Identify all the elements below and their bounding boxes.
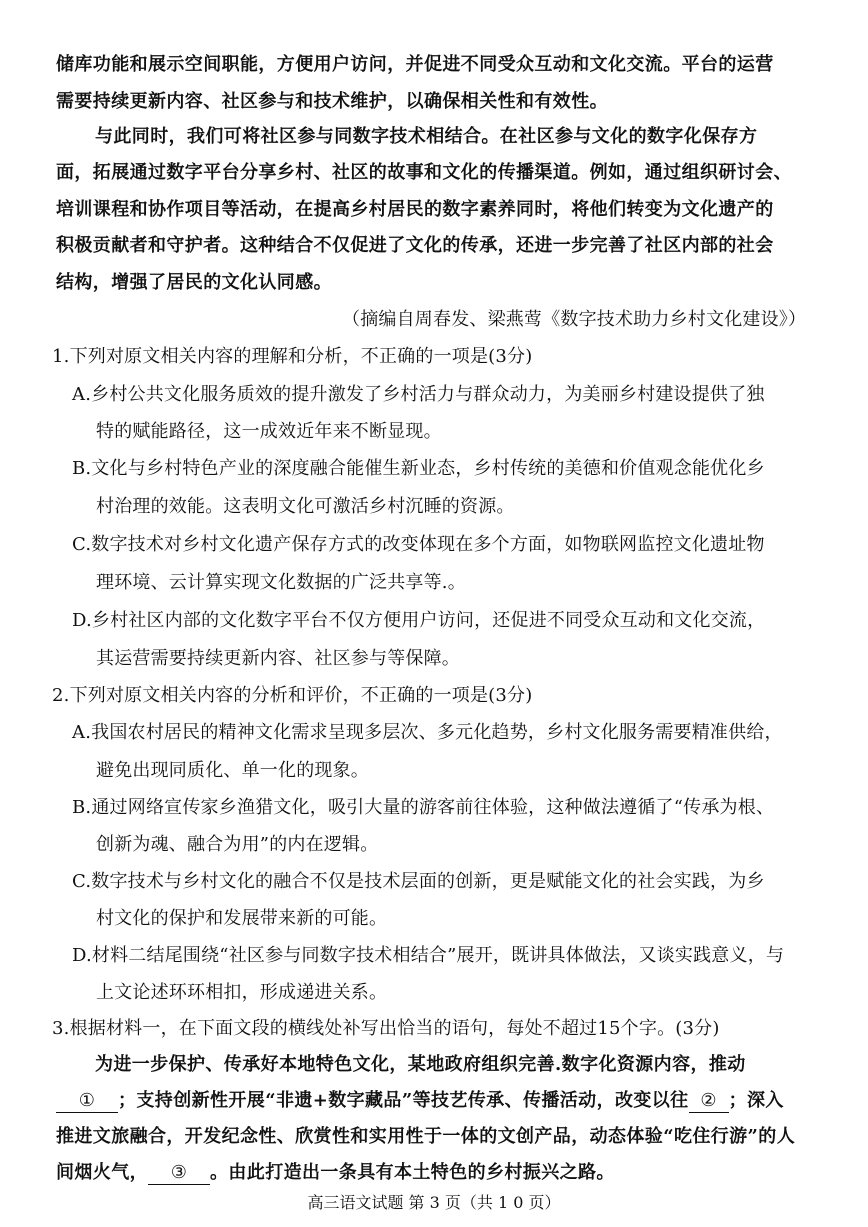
q2-option-b: B.通过网络宣传家乡渔猎文化，吸引大量的游客前往体验，这种做法遵循了“传承为根、 [72,797,775,818]
q3-passage-line: 间烟火气， ③ 。由此打造出一条具有本土特色的乡村振兴之路。 [56,1162,615,1183]
question-1-stem: 1.下列对原文相关内容的理解和分析，不正确的一项是(3分) [52,346,533,367]
answer-blank-3[interactable]: ③ [148,1162,210,1185]
q1-option-b-cont: 村治理的效能。这表明文化可激活乡村沉睡的资源。 [96,496,515,517]
passage-line: 结构，增强了居民的文化认同感。 [56,272,332,293]
passage-line: 储库功能和展示空间职能，方便用户访问，并促进不同受众互动和文化交流。平台的运营 [56,54,774,75]
page-footer: 高三语文试题 第 3 页（共 1 0 页） [307,1193,561,1212]
q2-option-c-cont: 村文化的保护和发展带来新的可能。 [96,908,388,929]
q2-option-d: D.材料二结尾围绕“社区参与同数字技术相结合”展开，既讲具体做法，又谈实践意义，与 [72,945,785,966]
q2-option-c: C.数字技术与乡村文化的融合不仅是技术层面的创新，更是赋能文化的社会实践，为乡 [72,871,765,892]
passage-line: 培训课程和协作项目等活动，在提高乡村居民的数字素养同时，将他们转变为文化遗产的 [56,199,774,220]
passage-line: 积极贡献者和守护者。这种结合不仅促进了文化的传承，还进一步完善了社区内部的社会 [56,235,774,256]
passage-line: 与此同时，我们可将社区参与同数字技术相结合。在社区参与文化的数字化保存方 [95,126,758,147]
q1-option-d-cont: 其运营需要持续更新内容、社区参与等保障。 [96,648,460,669]
answer-blank-1[interactable]: ① [56,1090,118,1113]
q2-option-d-cont: 上文论述环环相扣，形成递进关系。 [96,982,388,1003]
q3-passage-line: ① ；支持创新性开展“非遗+数字藏品”等技艺传承、传播活动，改变以往 ② ；深入 [56,1088,784,1114]
q2-option-a-cont: 避免出现同质化、单一化的现象。 [96,760,369,781]
q2-option-b-cont: 创新为魂、融合为用”的内在逻辑。 [96,834,379,855]
q3-passage-line: 为进一步保护、传承好本地特色文化，某地政府组织完善.数字化资源内容，推动 [95,1054,746,1075]
q1-option-b: B.文化与乡村特色产业的深度融合能催生新业态，乡村传统的美德和价值观念能优化乡 [72,458,765,479]
answer-blank-2[interactable]: ② [689,1090,729,1113]
passage-source: （摘编自周春发、梁燕莺《数字技术助力乡村文化建设》） [342,309,807,330]
q1-option-a-cont: 特的赋能路径，这一成效近年来不断显现。 [96,421,442,442]
question-2-stem: 2.下列对原文相关内容的分析和评价，不正确的一项是(3分) [52,685,533,706]
q3-passage-line: 推进文旅融合，开发纪念性、欣赏性和实用性于一体的文创产品，动态体验“吃住行游”的人 [56,1126,796,1147]
passage-line: 需要持续更新内容、社区参与和技术维护，以确保相关性和有效性。 [56,91,608,112]
q1-option-a: A.乡村公共文化服务质效的提升激发了乡村活力与群众动力，为美丽乡村建设提供了独 [72,384,765,405]
q1-option-c-cont: 理环境、云计算实现文化数据的广泛共享等.。 [96,572,466,593]
passage-line: 面，拓展通过数字平台分享乡村、社区的故事和文化的传播渠道。例如，通过组织研讨会、 [56,162,792,183]
question-3-stem: 3.根据材料一，在下面文段的横线处补写出恰当的语句，每处不超过15个字。(3分) [52,1018,720,1039]
q2-option-a: A.我国农村居民的精神文化需求呈现多层次、多元化趋势，乡村文化服务需要精准供给， [72,722,783,743]
q1-option-c: C.数字技术对乡村文化遗产保存方式的改变体现在多个方面，如物联网监控文化遗址物 [72,534,765,555]
q1-option-d: D.乡村社区内部的文化数字平台不仅方便用户访问，还促进不同受众互动和文化交流， [72,610,766,631]
